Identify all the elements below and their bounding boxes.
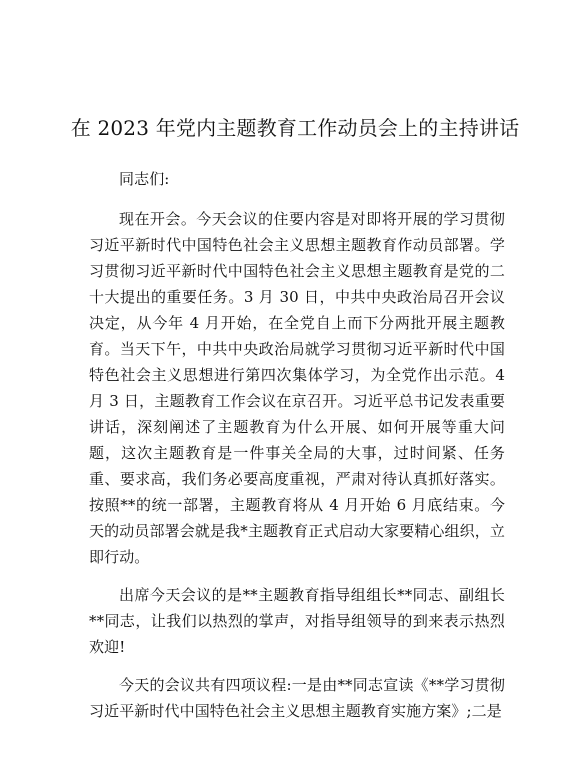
- paragraph-3: 今天的会议共有四项议程:一是由**同志宣读《**学习贯彻习近平新时代中国特色社会主义思想主题教育实施方案》;二是: [89, 676, 505, 720]
- document-title: 在 2023 年党内主题教育工作动员会上的主持讲话: [70, 116, 520, 141]
- paragraph-2: 出席今天会议的是**主题教育指导组组长**同志、副组长**同志，让我们以热烈的掌声，对指导组领导的到来表示热烈欢迎!: [89, 586, 505, 656]
- paragraph-1: 现在开会。今天会议的住要内容是对即将开展的学习贯彻习近平新时代中国特色社会主义思想主题教育作动员部署。学习贯彻习近平新时代中国特色社会主义思想主题教育是党的二十大提出的重要任务。3 月 30 日，中共中央政治局召开会议决定，从今年 4 月开始，在全党自上而下分两批开展主题教育。当天下午，中共中央政治局就学习贯彻习近平新时代中国特色社会主义思想进行第四次集体学习，为全党作出示范。4 月 3 日，主题教育工作会议在京召开。习近平总书记发表重要讲话，深刻阐述了主题教育为什么开展、如何开展等重大问题，这次主题教育是一件事关全局的大事，过时间紧、任务重、要求高，我们务必要高度重视，严肃对待认真抓好落实。按照**的统一部署，主题教育将从 4 月开始 6 月底结束。今天的动员部署会就是我*主题教育正式启动大家要精心组织，立即行动。: [89, 210, 505, 566]
- document-body: [89, 166, 505, 736]
- greeting: 同志们:: [119, 170, 170, 188]
